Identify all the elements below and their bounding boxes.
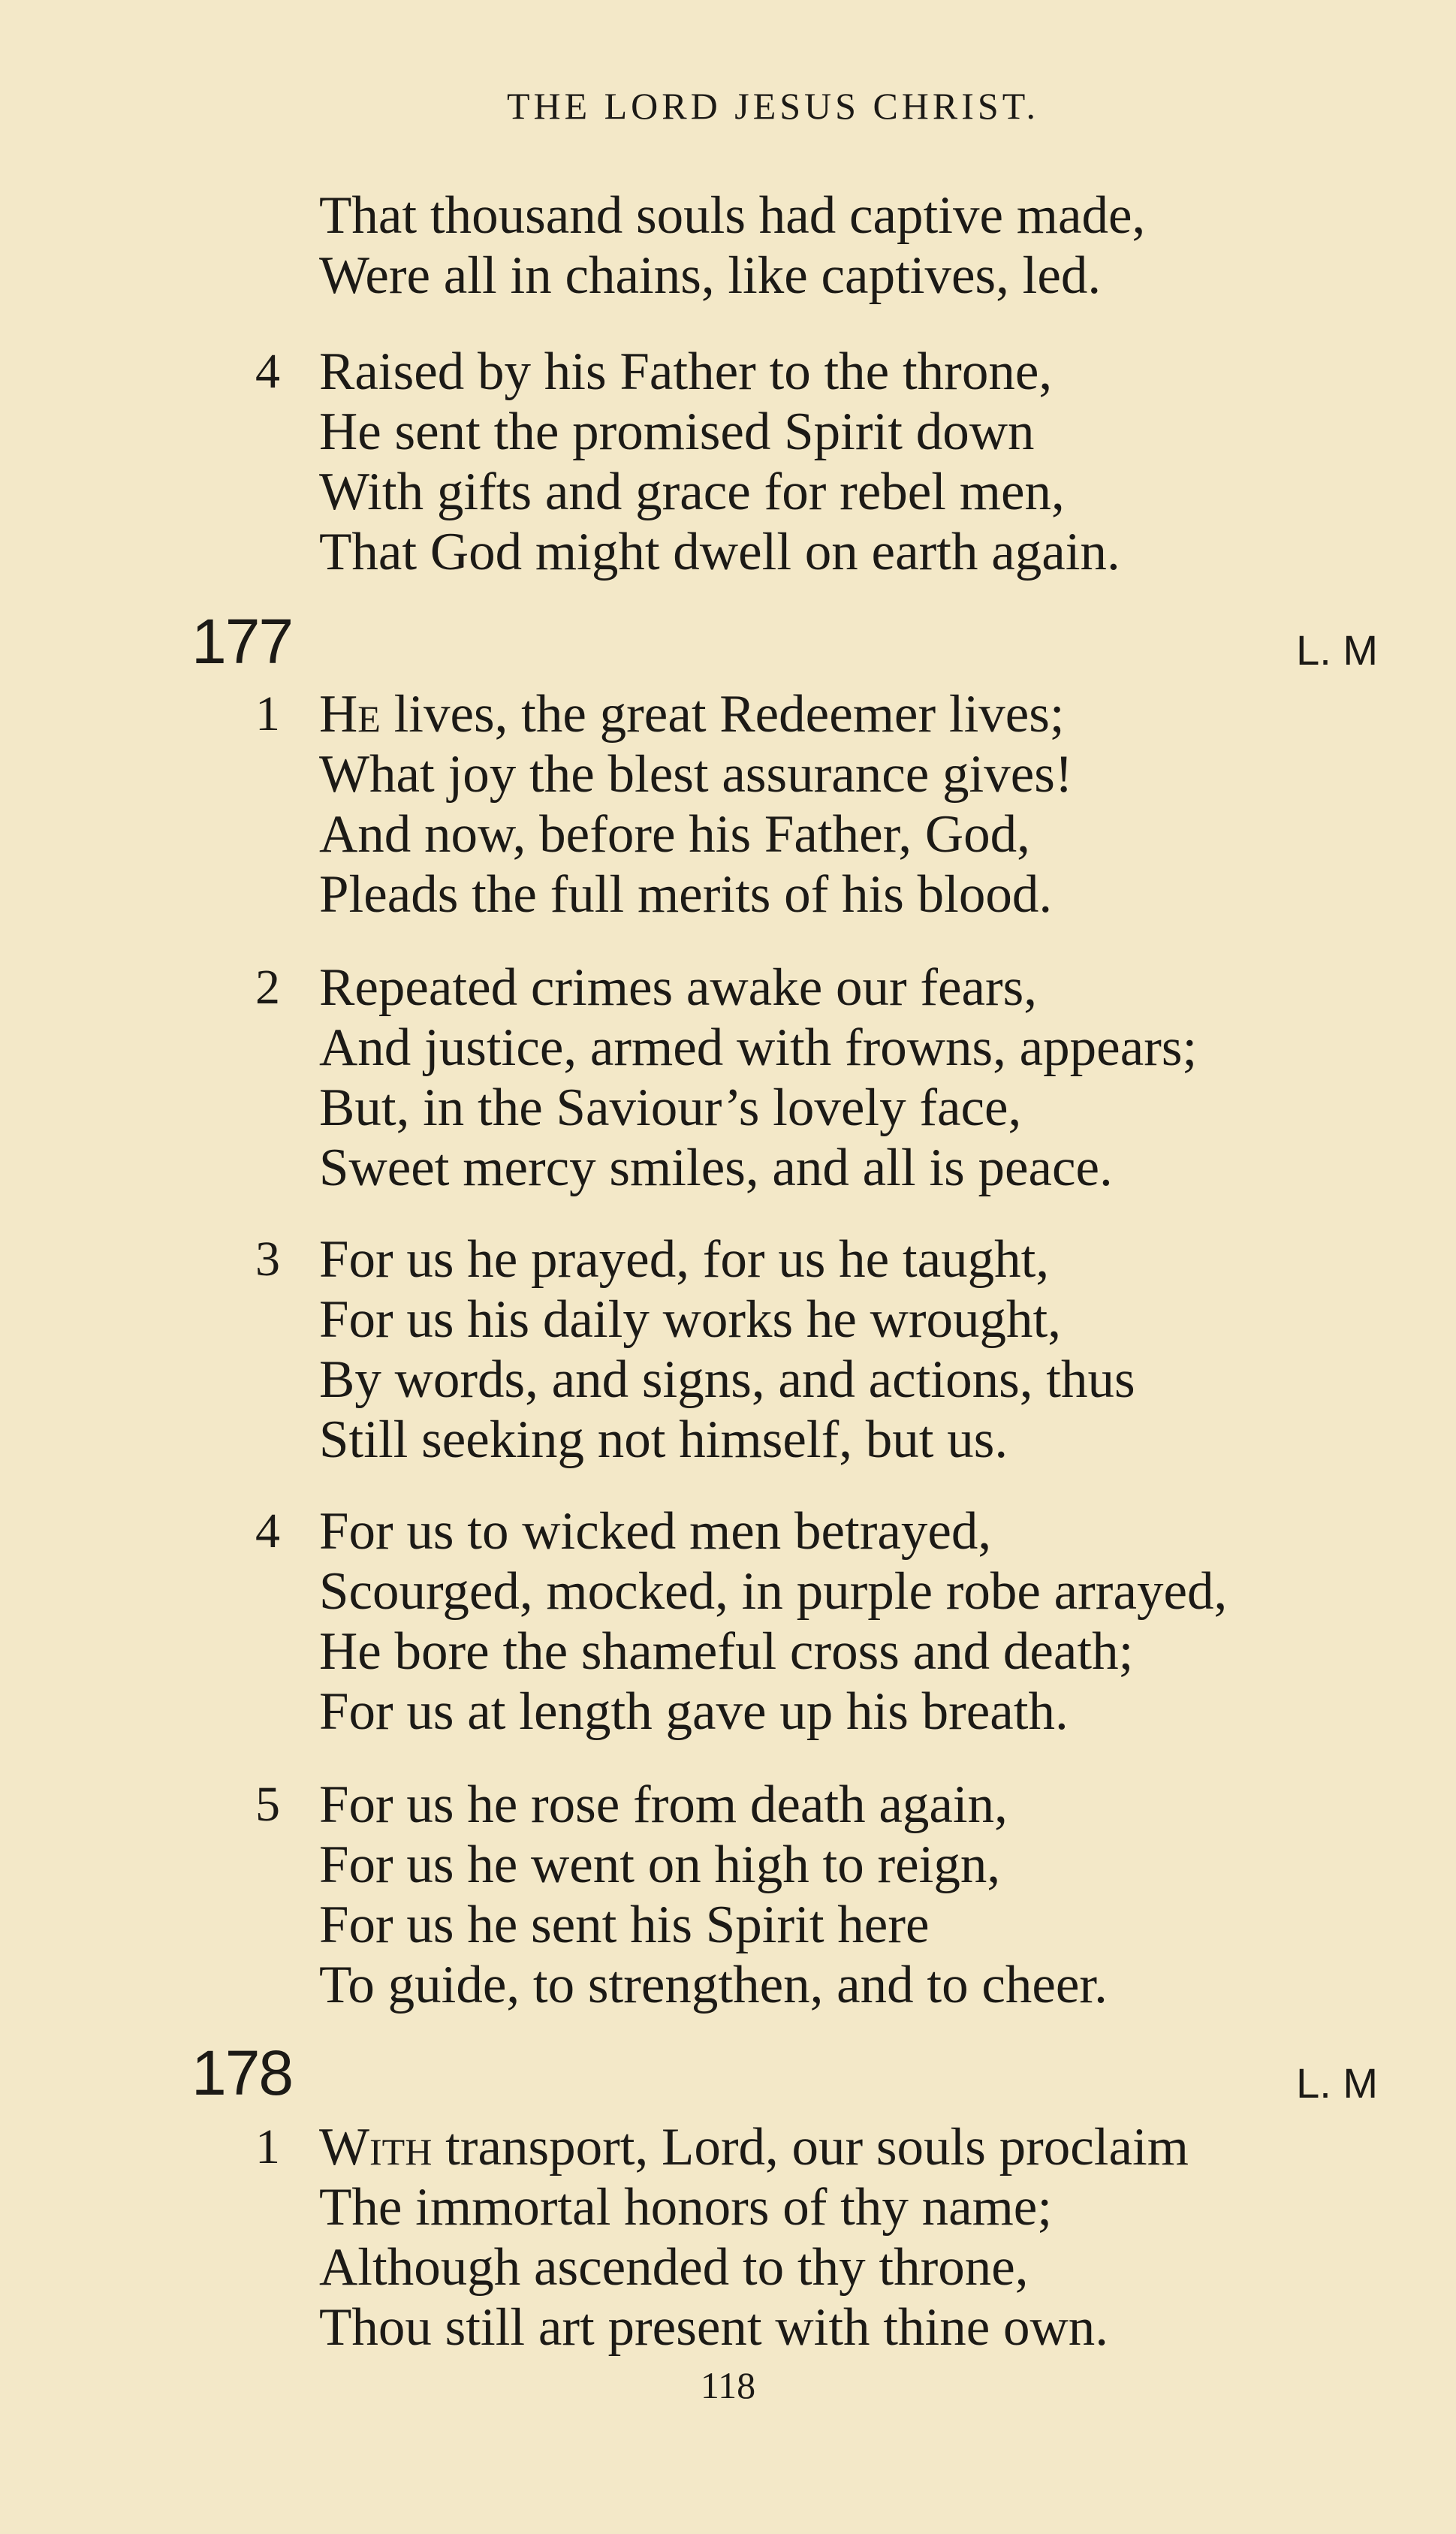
page-number: 118 [700, 2364, 756, 2406]
verse-line: For us he rose from death again, [319, 1775, 1008, 1834]
verse-line: For us to wicked men betrayed, [319, 1502, 992, 1561]
verse-line: For us at length gave up his breath. [319, 1682, 1069, 1741]
verse-line: Thou still art present with thine own. [319, 2298, 1109, 2357]
hymn-number: 178 [191, 2038, 293, 2108]
verse-line: Raised by his Father to the throne, [319, 342, 1053, 401]
verse-line: Were all in chains, like captives, led. [319, 246, 1102, 305]
verse-line: He sent the promised Spirit down [319, 403, 1035, 461]
verse-number: 3 [255, 1232, 280, 1287]
verse-line: For us his daily works he wrought, [319, 1290, 1062, 1349]
verse-number: 2 [255, 960, 280, 1015]
verse-first-line-rest: lives, the great Redeemer lives; [380, 685, 1065, 744]
hymn-number: 177 [191, 606, 293, 677]
verse-number: 1 [255, 2119, 280, 2174]
verse-line: Pleads the full merits of his blood. [319, 865, 1053, 924]
verse-line: For us he went on high to reign, [319, 1836, 1001, 1894]
verse-number: 1 [255, 686, 280, 741]
verse-line: Although ascended to thy throne, [319, 2238, 1029, 2297]
verse-line: Scourged, mocked, in purple robe arrayed, [319, 1562, 1228, 1621]
verse-first-word: With [319, 2118, 433, 2177]
verse-line: By words, and signs, and actions, thus [319, 1350, 1135, 1409]
verse-line: Still seeking not himself, but us. [319, 1410, 1008, 1469]
verse-number: 4 [255, 1504, 280, 1558]
verse-line: For us he prayed, for us he taught, [319, 1230, 1050, 1289]
verse-first-line-rest: transport, Lord, our souls proclaim [432, 2118, 1189, 2177]
verse-line: What joy the blest assurance gives! [319, 745, 1073, 804]
verse-number: 5 [255, 1777, 280, 1832]
verse-line: But, in the Saviour’s lovely face, [319, 1078, 1022, 1137]
hymn-meter: L. M [1296, 626, 1378, 674]
verse-line: And now, before his Father, God, [319, 805, 1030, 864]
verse-number: 4 [255, 344, 280, 399]
verse-line: With gifts and grace for rebel men, [319, 463, 1065, 521]
verse-line: The immortal honors of thy name; [319, 2178, 1053, 2237]
verse-line: Sweet mercy smiles, and all is peace. [319, 1139, 1113, 1197]
verse-line: That God might dwell on earth again. [319, 523, 1120, 581]
verse-line: He bore the shameful cross and death; [319, 1622, 1134, 1681]
hymn-meter: L. M [1296, 2059, 1378, 2107]
verse-line: To guide, to strengthen, and to cheer. [319, 1956, 1108, 2014]
verse-first-line [319, 685, 1065, 744]
verse-line: That thousand souls had captive made, [319, 186, 1146, 245]
verse-line: And justice, armed with frowns, appears; [319, 1018, 1198, 1077]
verse-line: For us he sent his Spirit here [319, 1896, 930, 1954]
verse-first-line [319, 2118, 1189, 2177]
verse-line: Repeated crimes awake our fears, [319, 958, 1038, 1017]
verse-first-word: He [319, 685, 381, 744]
running-head: THE LORD JESUS CHRIST. [506, 85, 1040, 127]
